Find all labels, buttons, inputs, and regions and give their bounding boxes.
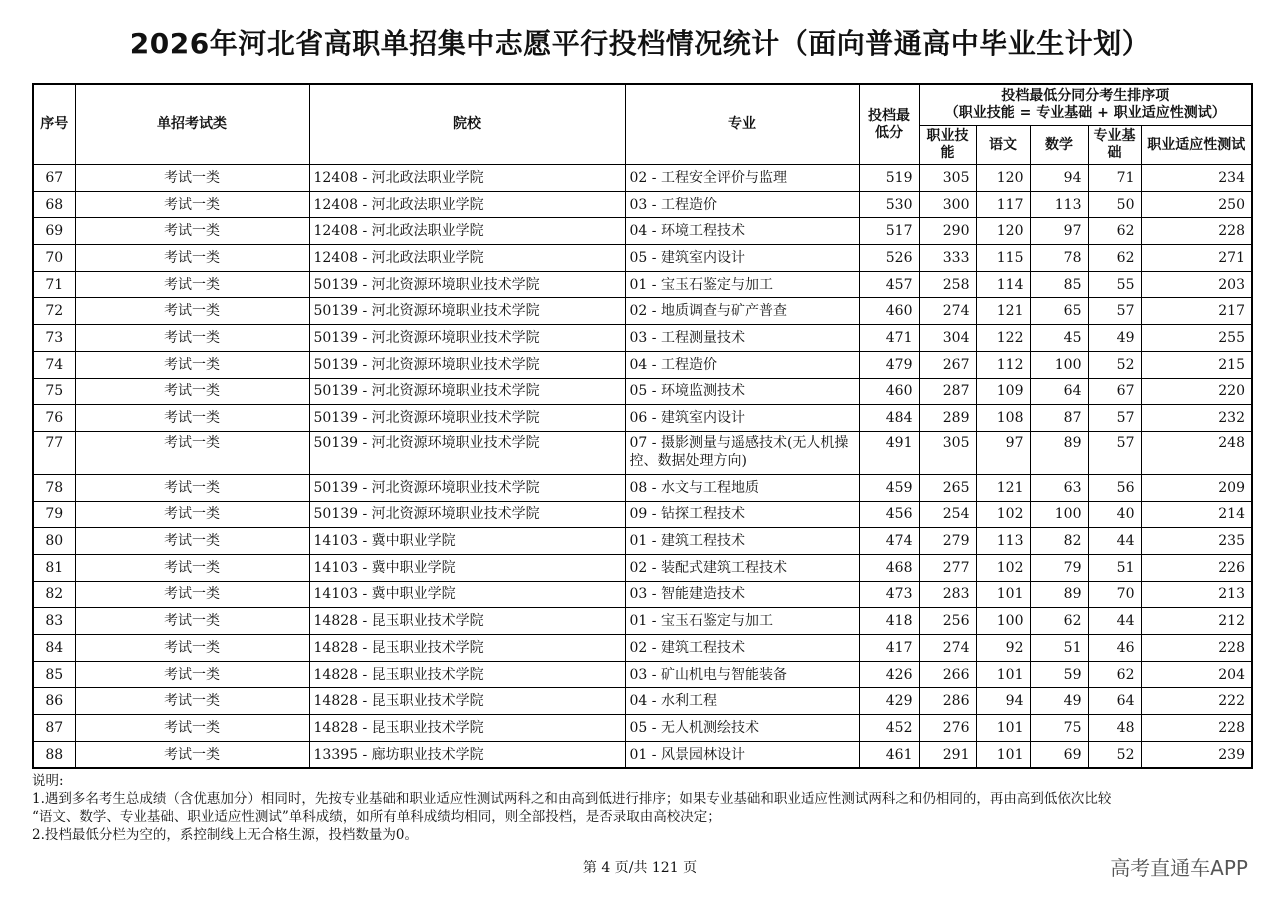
cell-basic: 52 [1088,741,1141,768]
cell-seq: 74 [33,351,75,378]
cell-min-score: 417 [859,635,919,662]
cell-major: 02 - 地质调查与矿产普查 [625,298,859,325]
table-row [33,688,1252,715]
cell-exam-type: 考试一类 [75,528,309,555]
cell-aptitude: 255 [1141,325,1252,352]
header-skill: 职业技能 [919,126,976,165]
cell-aptitude: 228 [1141,715,1252,742]
cell-exam-type: 考试一类 [75,245,309,272]
cell-exam-type: 考试一类 [75,378,309,405]
admission-table [32,83,1253,769]
cell-skill: 276 [919,715,976,742]
cell-exam-type: 考试一类 [75,165,309,192]
cell-min-score: 418 [859,608,919,635]
cell-school: 14828 - 昆玉职业技术学院 [309,608,625,635]
cell-school: 12408 - 河北政法职业学院 [309,165,625,192]
cell-skill: 265 [919,474,976,501]
cell-school: 50139 - 河北资源环境职业技术学院 [309,298,625,325]
cell-major: 05 - 建筑室内设计 [625,245,859,272]
cell-min-score: 459 [859,474,919,501]
cell-min-score: 491 [859,431,919,474]
cell-seq: 71 [33,271,75,298]
table-row [33,218,1252,245]
cell-seq: 79 [33,501,75,528]
cell-school: 13395 - 廊坊职业技术学院 [309,741,625,768]
cell-seq: 80 [33,528,75,555]
notes [32,772,1111,844]
cell-school: 14828 - 昆玉职业技术学院 [309,635,625,662]
cell-seq: 70 [33,245,75,272]
cell-basic: 44 [1088,608,1141,635]
cell-aptitude: 220 [1141,378,1252,405]
cell-skill: 333 [919,245,976,272]
cell-math: 78 [1030,245,1088,272]
cell-skill: 274 [919,298,976,325]
cell-chinese: 94 [976,688,1030,715]
cell-school: 12408 - 河北政法职业学院 [309,218,625,245]
cell-exam-type: 考试一类 [75,298,309,325]
cell-seq: 67 [33,165,75,192]
table-row [33,581,1252,608]
cell-skill: 305 [919,165,976,192]
cell-min-score: 479 [859,351,919,378]
table-row [33,191,1252,218]
table-row [33,661,1252,688]
header-major: 专业 [625,84,859,165]
cell-skill: 266 [919,661,976,688]
cell-math: 63 [1030,474,1088,501]
page-title: 2026年河北省高职单招集中志愿平行投档情况统计（面向普通高中毕业生计划） [129,27,1151,60]
cell-basic: 52 [1088,351,1141,378]
cell-chinese: 101 [976,581,1030,608]
cell-chinese: 115 [976,245,1030,272]
cell-math: 87 [1030,405,1088,432]
cell-min-score: 526 [859,245,919,272]
header-aptitude: 职业适应性测试 [1141,126,1252,165]
cell-aptitude: 271 [1141,245,1252,272]
cell-basic: 50 [1088,191,1141,218]
cell-aptitude: 222 [1141,688,1252,715]
cell-skill: 254 [919,501,976,528]
cell-min-score: 517 [859,218,919,245]
cell-school: 12408 - 河北政法职业学院 [309,191,625,218]
cell-chinese: 92 [976,635,1030,662]
cell-major: 05 - 无人机测绘技术 [625,715,859,742]
cell-chinese: 114 [976,271,1030,298]
cell-major: 03 - 智能建造技术 [625,581,859,608]
cell-exam-type: 考试一类 [75,635,309,662]
cell-math: 62 [1030,608,1088,635]
cell-skill: 287 [919,378,976,405]
cell-aptitude: 204 [1141,661,1252,688]
header-math: 数学 [1030,126,1088,165]
cell-math: 113 [1030,191,1088,218]
cell-school: 50139 - 河北资源环境职业技术学院 [309,431,625,474]
table-row [33,325,1252,352]
cell-basic: 40 [1088,501,1141,528]
cell-seq: 68 [33,191,75,218]
cell-school: 50139 - 河北资源环境职业技术学院 [309,405,625,432]
cell-exam-type: 考试一类 [75,351,309,378]
cell-exam-type: 考试一类 [75,191,309,218]
cell-aptitude: 212 [1141,608,1252,635]
cell-min-score: 460 [859,378,919,405]
cell-math: 45 [1030,325,1088,352]
header-chinese: 语文 [976,126,1030,165]
cell-aptitude: 226 [1141,554,1252,581]
cell-exam-type: 考试一类 [75,474,309,501]
cell-aptitude: 214 [1141,501,1252,528]
cell-aptitude: 203 [1141,271,1252,298]
cell-seq: 72 [33,298,75,325]
cell-school: 50139 - 河北资源环境职业技术学院 [309,325,625,352]
cell-major: 02 - 工程安全评价与监理 [625,165,859,192]
cell-aptitude: 250 [1141,191,1252,218]
cell-chinese: 97 [976,431,1030,474]
header-sort-group [919,84,1252,126]
cell-school: 50139 - 河北资源环境职业技术学院 [309,378,625,405]
table-row [33,165,1252,192]
cell-aptitude: 248 [1141,431,1252,474]
cell-major: 03 - 工程造价 [625,191,859,218]
cell-min-score: 530 [859,191,919,218]
cell-major: 03 - 工程测量技术 [625,325,859,352]
cell-math: 79 [1030,554,1088,581]
cell-basic: 49 [1088,325,1141,352]
cell-school: 50139 - 河北资源环境职业技术学院 [309,474,625,501]
cell-seq: 69 [33,218,75,245]
table-row [33,405,1252,432]
cell-math: 100 [1030,351,1088,378]
cell-min-score: 460 [859,298,919,325]
cell-skill: 258 [919,271,976,298]
cell-skill: 286 [919,688,976,715]
header-school: 院校 [309,84,625,165]
cell-aptitude: 213 [1141,581,1252,608]
cell-chinese: 102 [976,501,1030,528]
cell-math: 100 [1030,501,1088,528]
cell-basic: 62 [1088,245,1141,272]
cell-chinese: 113 [976,528,1030,555]
cell-skill: 300 [919,191,976,218]
cell-exam-type: 考试一类 [75,554,309,581]
table-row [33,378,1252,405]
cell-seq: 84 [33,635,75,662]
cell-math: 94 [1030,165,1088,192]
cell-seq: 76 [33,405,75,432]
cell-major: 01 - 风景园林设计 [625,741,859,768]
cell-math: 51 [1030,635,1088,662]
cell-exam-type: 考试一类 [75,501,309,528]
cell-chinese: 112 [976,351,1030,378]
cell-school: 14103 - 冀中职业学院 [309,528,625,555]
cell-basic: 56 [1088,474,1141,501]
cell-major: 01 - 宝玉石鉴定与加工 [625,608,859,635]
cell-school: 12408 - 河北政法职业学院 [309,245,625,272]
cell-math: 85 [1030,271,1088,298]
cell-seq: 75 [33,378,75,405]
cell-aptitude: 217 [1141,298,1252,325]
cell-chinese: 120 [976,165,1030,192]
cell-school: 50139 - 河北资源环境职业技术学院 [309,271,625,298]
cell-major: 01 - 宝玉石鉴定与加工 [625,271,859,298]
cell-seq: 87 [33,715,75,742]
cell-major: 06 - 建筑室内设计 [625,405,859,432]
cell-basic: 51 [1088,554,1141,581]
cell-exam-type: 考试一类 [75,608,309,635]
cell-aptitude: 228 [1141,218,1252,245]
cell-aptitude: 215 [1141,351,1252,378]
cell-school: 50139 - 河北资源环境职业技术学院 [309,351,625,378]
cell-basic: 57 [1088,298,1141,325]
cell-aptitude: 232 [1141,405,1252,432]
cell-school: 14103 - 冀中职业学院 [309,581,625,608]
cell-school: 14828 - 昆玉职业技术学院 [309,688,625,715]
cell-major: 07 - 摄影测量与遥感技术(无人机操控、数据处理方向) [625,431,859,474]
cell-math: 89 [1030,431,1088,474]
cell-major: 09 - 钻探工程技术 [625,501,859,528]
cell-major: 03 - 矿山机电与智能装备 [625,661,859,688]
cell-exam-type: 考试一类 [75,741,309,768]
cell-chinese: 102 [976,554,1030,581]
notes-line-2: “语文、数学、专业基础、职业适应性测试”单科成绩，如所有单科成绩均相同，则全部投档，是否录取由高校决定； [32,809,721,825]
header-sort-formula: （职业技能 = 专业基础 + 职业适应性测试） [944,105,1226,121]
table-row [33,298,1252,325]
cell-chinese: 101 [976,661,1030,688]
cell-chinese: 108 [976,405,1030,432]
cell-chinese: 122 [976,325,1030,352]
cell-basic: 55 [1088,271,1141,298]
cell-major: 08 - 水文与工程地质 [625,474,859,501]
table-row [33,351,1252,378]
cell-min-score: 473 [859,581,919,608]
cell-basic: 62 [1088,218,1141,245]
table-row [33,608,1252,635]
header-min-score: 投档最低分 [859,84,919,165]
cell-exam-type: 考试一类 [75,431,309,474]
table-row [33,271,1252,298]
cell-seq: 81 [33,554,75,581]
cell-aptitude: 228 [1141,635,1252,662]
cell-skill: 304 [919,325,976,352]
cell-chinese: 121 [976,298,1030,325]
cell-skill: 290 [919,218,976,245]
cell-min-score: 471 [859,325,919,352]
cell-basic: 44 [1088,528,1141,555]
cell-basic: 67 [1088,378,1141,405]
cell-skill: 291 [919,741,976,768]
cell-basic: 57 [1088,405,1141,432]
cell-min-score: 468 [859,554,919,581]
cell-chinese: 100 [976,608,1030,635]
cell-exam-type: 考试一类 [75,325,309,352]
cell-seq: 73 [33,325,75,352]
header-sort-group-title: 投档最低分同分考生排序项 [1001,88,1170,104]
cell-major: 04 - 水利工程 [625,688,859,715]
header-basic: 专业基础 [1088,126,1141,165]
cell-major: 01 - 建筑工程技术 [625,528,859,555]
cell-chinese: 120 [976,218,1030,245]
cell-basic: 70 [1088,581,1141,608]
cell-math: 69 [1030,741,1088,768]
cell-basic: 64 [1088,688,1141,715]
table-row [33,528,1252,555]
cell-math: 89 [1030,581,1088,608]
cell-math: 97 [1030,218,1088,245]
table-row [33,501,1252,528]
cell-min-score: 474 [859,528,919,555]
cell-skill: 274 [919,635,976,662]
cell-math: 64 [1030,378,1088,405]
cell-min-score: 519 [859,165,919,192]
cell-exam-type: 考试一类 [75,218,309,245]
cell-math: 59 [1030,661,1088,688]
cell-min-score: 457 [859,271,919,298]
cell-skill: 267 [919,351,976,378]
cell-min-score: 461 [859,741,919,768]
cell-min-score: 456 [859,501,919,528]
cell-basic: 57 [1088,431,1141,474]
cell-chinese: 121 [976,474,1030,501]
table-row [33,554,1252,581]
table-row [33,741,1252,768]
cell-aptitude: 239 [1141,741,1252,768]
cell-exam-type: 考试一类 [75,271,309,298]
cell-chinese: 109 [976,378,1030,405]
cell-seq: 77 [33,431,75,474]
cell-chinese: 101 [976,715,1030,742]
table-row [33,431,1252,474]
notes-line-1: 1.遇到多名考生总成绩（含优惠加分）相同时，先按专业基础和职业适应性测试两科之和由高到低进行排序；如果专业基础和职业适应性测试两科之和仍相同的，再由高到低依次比较 [32,791,1112,807]
cell-min-score: 452 [859,715,919,742]
cell-exam-type: 考试一类 [75,405,309,432]
header-exam-type: 单招考试类 [75,84,309,165]
cell-major: 04 - 工程造价 [625,351,859,378]
table-row [33,474,1252,501]
cell-chinese: 117 [976,191,1030,218]
table-body [33,165,1252,769]
cell-major: 02 - 装配式建筑工程技术 [625,554,859,581]
cell-aptitude: 235 [1141,528,1252,555]
cell-math: 65 [1030,298,1088,325]
cell-skill: 256 [919,608,976,635]
cell-skill: 279 [919,528,976,555]
cell-seq: 78 [33,474,75,501]
cell-seq: 88 [33,741,75,768]
table-row [33,245,1252,272]
cell-min-score: 426 [859,661,919,688]
cell-min-score: 429 [859,688,919,715]
notes-line-3: 2.投档最低分栏为空的，系控制线上无合格生源，投档数量为0。 [32,827,418,843]
table-row [33,715,1252,742]
cell-major: 04 - 环境工程技术 [625,218,859,245]
cell-seq: 85 [33,661,75,688]
cell-major: 02 - 建筑工程技术 [625,635,859,662]
cell-exam-type: 考试一类 [75,581,309,608]
cell-math: 82 [1030,528,1088,555]
cell-math: 49 [1030,688,1088,715]
cell-exam-type: 考试一类 [75,661,309,688]
cell-basic: 62 [1088,661,1141,688]
app-watermark: 高考直通车APP [1110,856,1248,880]
cell-skill: 305 [919,431,976,474]
cell-basic: 48 [1088,715,1141,742]
table-row [33,635,1252,662]
cell-school: 14828 - 昆玉职业技术学院 [309,715,625,742]
cell-school: 14828 - 昆玉职业技术学院 [309,661,625,688]
cell-aptitude: 234 [1141,165,1252,192]
cell-min-score: 484 [859,405,919,432]
cell-major: 05 - 环境监测技术 [625,378,859,405]
cell-school: 14103 - 冀中职业学院 [309,554,625,581]
cell-basic: 71 [1088,165,1141,192]
cell-seq: 83 [33,608,75,635]
header-seq: 序号 [33,84,75,165]
cell-aptitude: 209 [1141,474,1252,501]
cell-exam-type: 考试一类 [75,715,309,742]
notes-heading: 说明: [32,773,64,789]
cell-school: 50139 - 河北资源环境职业技术学院 [309,501,625,528]
cell-seq: 86 [33,688,75,715]
cell-skill: 283 [919,581,976,608]
cell-chinese: 101 [976,741,1030,768]
cell-skill: 289 [919,405,976,432]
cell-skill: 277 [919,554,976,581]
page-number: 第 4 页/共 121 页 [582,860,698,876]
cell-math: 75 [1030,715,1088,742]
cell-basic: 46 [1088,635,1141,662]
cell-seq: 82 [33,581,75,608]
cell-exam-type: 考试一类 [75,688,309,715]
